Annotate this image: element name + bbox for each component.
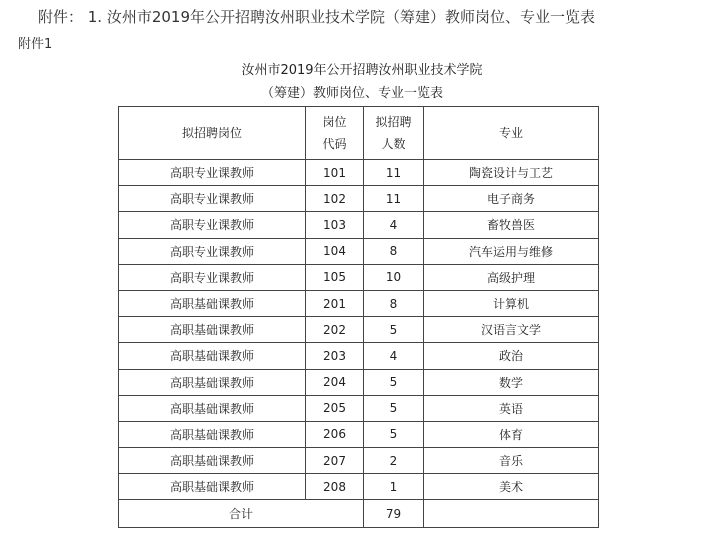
- table-row: [119, 317, 599, 343]
- cell-position: 高职基础课教师: [119, 317, 306, 343]
- cell-position: 高职基础课教师: [119, 474, 306, 500]
- cell-count: 11: [364, 160, 424, 186]
- total-label: 合计: [119, 500, 364, 528]
- table-row: [119, 264, 599, 290]
- cell-code: 205: [306, 395, 364, 421]
- table-row: [119, 395, 599, 421]
- document-title-line1: 汝州市2019年公开招聘汝州职业技术学院: [241, 63, 483, 78]
- cell-major: 音乐: [424, 448, 599, 474]
- document-title-line2: （筹建）教师岗位、专业一览表: [260, 86, 443, 101]
- cell-code: 102: [306, 186, 364, 212]
- cell-code: 207: [306, 448, 364, 474]
- cell-count: 8: [364, 290, 424, 316]
- cell-count: 5: [364, 369, 424, 395]
- cell-major: 美术: [424, 474, 599, 500]
- cell-position: 高职基础课教师: [119, 421, 306, 447]
- cell-count: 2: [364, 448, 424, 474]
- cell-count: 5: [364, 395, 424, 421]
- header-count-line1: 拟招聘: [375, 115, 412, 129]
- header-code-line1: 岗位: [322, 115, 347, 129]
- cell-position: 高职基础课教师: [119, 290, 306, 316]
- total-major-empty: [424, 500, 599, 528]
- cell-position: 高职基础课教师: [119, 395, 306, 421]
- table-row: [119, 186, 599, 212]
- header-count: [364, 107, 424, 160]
- cell-position: 高职基础课教师: [119, 448, 306, 474]
- table-total-row: [119, 500, 599, 528]
- table-header-row: [119, 107, 599, 160]
- cell-position: 高职专业课教师: [119, 186, 306, 212]
- total-count: 79: [364, 500, 424, 528]
- attachment-caption: 附件： 1. 汝州市2019年公开招聘汝州职业技术学院（筹建）教师岗位、专业一览表: [38, 8, 596, 26]
- header-code-line2: 代码: [322, 137, 347, 151]
- cell-code: 208: [306, 474, 364, 500]
- cell-major: 高级护理: [424, 264, 599, 290]
- cell-code: 104: [306, 238, 364, 264]
- cell-count: 4: [364, 343, 424, 369]
- header-code: [306, 107, 364, 160]
- positions-table: [118, 106, 599, 528]
- header-count-line2: 人数: [381, 137, 406, 151]
- cell-position: 高职专业课教师: [119, 238, 306, 264]
- cell-code: 105: [306, 264, 364, 290]
- header-major: 专业: [424, 107, 599, 160]
- table-row: [119, 343, 599, 369]
- cell-major: 电子商务: [424, 186, 599, 212]
- table-row: [119, 290, 599, 316]
- cell-major: 汽车运用与维修: [424, 238, 599, 264]
- cell-major: 英语: [424, 395, 599, 421]
- cell-code: 204: [306, 369, 364, 395]
- cell-major: 畜牧兽医: [424, 212, 599, 238]
- cell-count: 4: [364, 212, 424, 238]
- cell-major: 数学: [424, 369, 599, 395]
- cell-code: 101: [306, 160, 364, 186]
- cell-major: 体育: [424, 421, 599, 447]
- table-row: [119, 160, 599, 186]
- cell-count: 8: [364, 238, 424, 264]
- cell-code: 202: [306, 317, 364, 343]
- cell-position: 高职基础课教师: [119, 369, 306, 395]
- cell-code: 103: [306, 212, 364, 238]
- cell-position: 高职专业课教师: [119, 212, 306, 238]
- header-position: 拟招聘岗位: [119, 107, 306, 160]
- table-row: [119, 421, 599, 447]
- cell-count: 5: [364, 317, 424, 343]
- table-row: [119, 448, 599, 474]
- cell-code: 201: [306, 290, 364, 316]
- cell-code: 203: [306, 343, 364, 369]
- cell-count: 10: [364, 264, 424, 290]
- cell-major: 陶瓷设计与工艺: [424, 160, 599, 186]
- table-row: [119, 238, 599, 264]
- cell-major: 计算机: [424, 290, 599, 316]
- table-row: [119, 474, 599, 500]
- cell-major: 汉语言文学: [424, 317, 599, 343]
- cell-code: 206: [306, 421, 364, 447]
- table-row: [119, 369, 599, 395]
- cell-major: 政治: [424, 343, 599, 369]
- cell-count: 5: [364, 421, 424, 447]
- cell-position: 高职基础课教师: [119, 343, 306, 369]
- cell-position: 高职专业课教师: [119, 264, 306, 290]
- table-row: [119, 212, 599, 238]
- cell-count: 11: [364, 186, 424, 212]
- cell-count: 1: [364, 474, 424, 500]
- cell-position: 高职专业课教师: [119, 160, 306, 186]
- attachment-label: 附件1: [18, 37, 53, 52]
